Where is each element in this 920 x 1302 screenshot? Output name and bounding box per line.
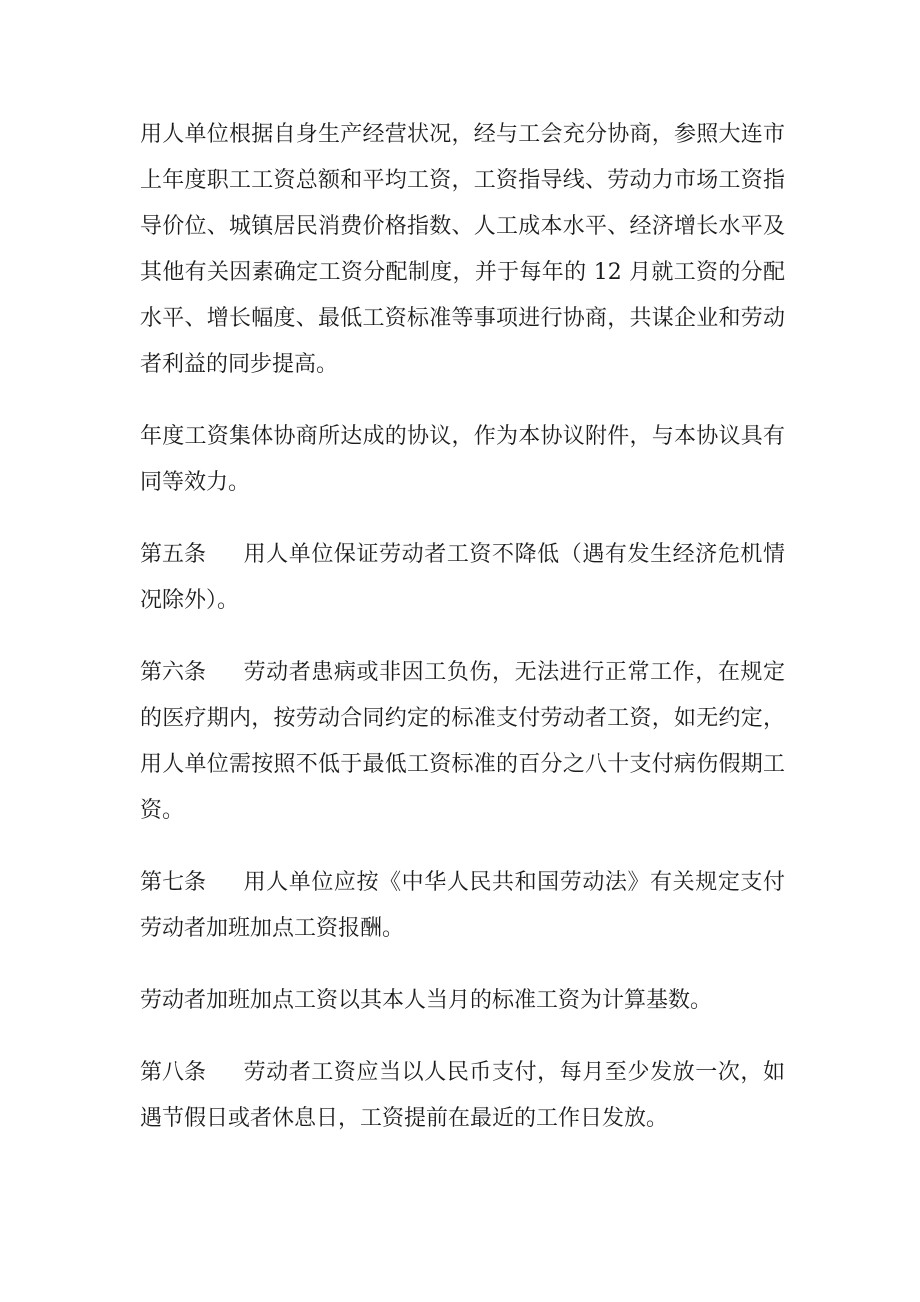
article-number: 第五条	[140, 542, 207, 567]
paragraph-text: 劳动者工资应当以人民币支付，每月至少发放一次，如遇节假日或者休息日，工资提前在最近的工作日发放。	[140, 1060, 785, 1131]
paragraph-overtime-basis	[140, 978, 785, 1024]
article-number: 第七条	[140, 870, 207, 895]
paragraph-text: 劳动者加班加点工资以其本人当月的标准工资为计算基数。	[140, 988, 713, 1013]
paragraph-wage-determination	[140, 112, 785, 388]
paragraph-text: 劳动者患病或非因工负伤，无法进行正常工作，在规定的医疗期内，按劳动合同约定的标准支付劳动者工资，如无约定，用人单位需按照不低于最低工资标准的百分之八十支付病伤假期工资。	[140, 660, 785, 823]
paragraph-text: 用人单位根据自身生产经营状况，经与工会充分协商，参照大连市上年度职工工资总额和平均工资，工资指导线、劳动力市场工资指导价位、城镇居民消费价格指数、人工成本水平、经济增长水平及其他有关因素确定工资分配制度，并于每年的 12 月就工资的分配水平、增长幅度、最低工资标准等事项进行协商，共谋企业和劳动者利益的同步提高。	[140, 122, 785, 377]
article-number: 第八条	[140, 1060, 207, 1085]
article-number: 第六条	[140, 660, 207, 685]
article-five	[140, 532, 785, 624]
paragraph-text: 年度工资集体协商所达成的协议，作为本协议附件，与本协议具有同等效力。	[140, 424, 785, 495]
paragraph-text: 用人单位保证劳动者工资不降低（遇有发生经济危机情况除外）。	[140, 542, 785, 613]
article-six	[140, 650, 785, 834]
article-seven	[140, 860, 785, 952]
article-eight	[140, 1050, 785, 1142]
paragraph-text: 用人单位应按《中华人民共和国劳动法》有关规定支付劳动者加班加点工资报酬。	[140, 870, 785, 941]
document-body	[140, 112, 785, 1168]
paragraph-annual-agreement	[140, 414, 785, 506]
